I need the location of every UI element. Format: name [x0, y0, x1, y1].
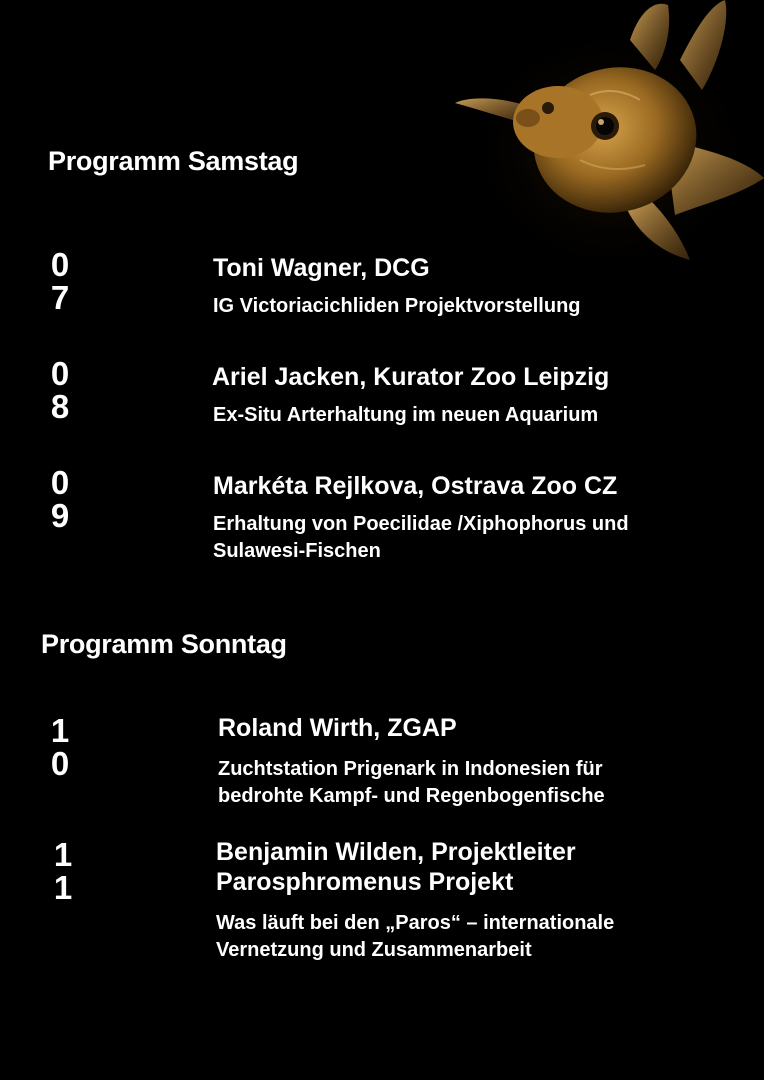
fish-photo	[440, 0, 764, 290]
talk-number-09: 0 9	[50, 464, 70, 534]
saturday-heading: Programm Samstag	[48, 146, 299, 176]
talk-number-11: 1 1	[53, 836, 73, 906]
talk-number-10: 1 0	[50, 712, 70, 782]
talk-topic: Zuchtstation Prigenark in Indonesien für bedrohte Kampf- und Regenbogenfische	[218, 758, 605, 807]
speaker-name: Ariel Jacken, Kurator Zoo Leipzig	[212, 363, 610, 391]
sunday-heading: Programm Sonntag	[41, 629, 287, 659]
talk-topic: Ex-Situ Arterhaltung im neuen Aquarium	[213, 404, 599, 426]
speaker-name: Roland Wirth, ZGAP	[218, 714, 457, 742]
talk-number-07: 0 7	[50, 246, 70, 316]
speaker-name: Benjamin Wilden, Projektleiter Parosphromenus Projekt	[216, 838, 576, 896]
speaker-name: Markéta Rejlkova, Ostrava Zoo CZ	[213, 472, 618, 500]
talk-number-08: 0 8	[50, 355, 70, 425]
talk-topic: Erhaltung von Poecilidae /Xiphophorus und Sulawesi-Fischen	[213, 513, 629, 562]
talk-topic: IG Victoriacichliden Projektvorstellung	[213, 295, 581, 317]
talk-topic: Was läuft bei den „Paros“ – internationale Vernetzung und Zusammenarbeit	[216, 912, 615, 961]
speaker-name: Toni Wagner, DCG	[213, 254, 430, 282]
